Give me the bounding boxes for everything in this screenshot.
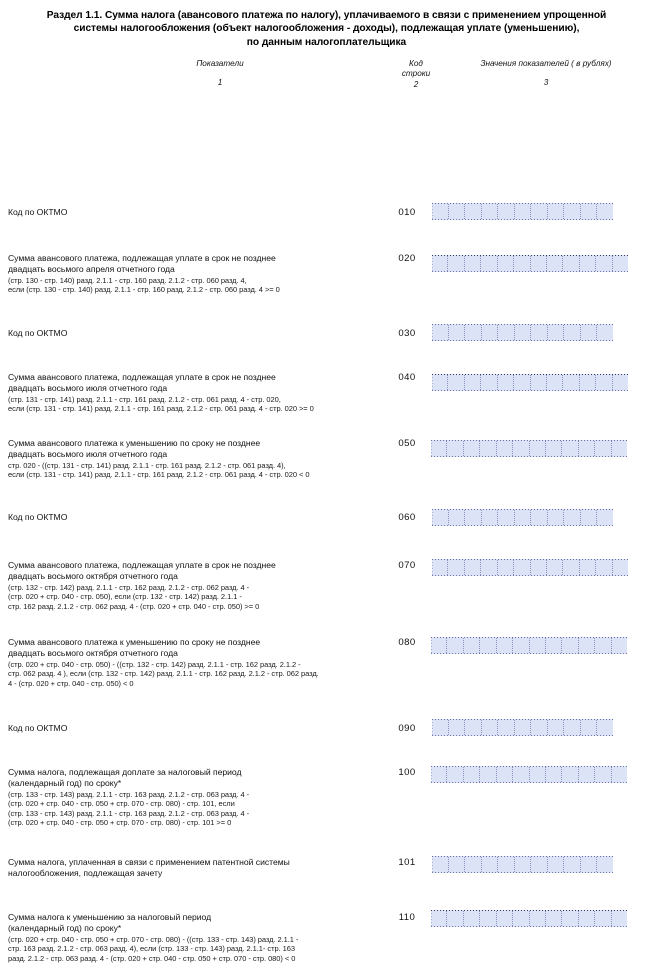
field-cell[interactable]: [497, 638, 513, 653]
row-title-line: Сумма авансового платежа к уменьшению по сроку не позднее: [8, 637, 261, 648]
line-code: 100: [398, 767, 416, 779]
field-bottom-rule: [432, 575, 628, 576]
row-title-line: двадцать восьмого апреля отчетного года: [8, 264, 175, 275]
form-rows: [0, 99, 653, 963]
field-cell[interactable]: [515, 325, 532, 340]
field-cells: [431, 767, 627, 782]
field-cell[interactable]: [546, 767, 562, 782]
row-title-line: Сумма авансового платежа, подлежащая уплате в срок не позднее: [8, 253, 276, 264]
column-header-code-line-2: строки: [401, 69, 431, 79]
field-cell[interactable]: [562, 767, 578, 782]
field-cell[interactable]: [480, 911, 496, 926]
field-cell[interactable]: [580, 375, 596, 390]
row-formula-line: если (стр. 130 - стр. 140) разд. 2.1.1 - стр. 160 разд. 2.1.2 - стр. 060 разд. 4 >= 0: [8, 285, 280, 295]
row-formula-line: (стр. 020 + стр. 040 - стр. 050 + стр. 070 - стр. 080) - стр. 101, если: [8, 799, 235, 809]
field-cell[interactable]: [447, 911, 463, 926]
field-cell[interactable]: [530, 441, 546, 456]
row-label: [8, 512, 380, 523]
field-cell[interactable]: [482, 325, 499, 340]
field-top-rule: [432, 856, 613, 857]
field-cell[interactable]: [531, 375, 547, 390]
field-cell[interactable]: [432, 510, 449, 525]
row-label: [8, 767, 380, 828]
field-cell[interactable]: [612, 767, 627, 782]
field-top-rule: [431, 910, 627, 911]
field-bottom-rule: [432, 340, 613, 341]
field-cell[interactable]: [597, 510, 613, 525]
field-cell[interactable]: [530, 767, 546, 782]
row-title-line: Сумма авансового платежа, подлежащая уплате в срок не позднее: [8, 560, 276, 571]
column-header-values-label: Значения показателей ( в рублях): [480, 59, 612, 69]
field-cell[interactable]: [498, 857, 515, 872]
column-header-values-number: 3: [543, 78, 549, 88]
row-title-line: Сумма налога, уплаченная в связи с применением патентной системы: [8, 857, 290, 868]
row-label: [8, 912, 380, 963]
field-cell[interactable]: [515, 720, 532, 735]
row-label: [8, 723, 380, 734]
field-cell[interactable]: [596, 560, 612, 575]
field-cell[interactable]: [548, 325, 565, 340]
row-title-line: Код по ОКТМО: [8, 512, 68, 523]
field-cell[interactable]: [447, 638, 463, 653]
field-cell[interactable]: [498, 325, 515, 340]
row-formula-line: (стр. 020 + стр. 040 - стр. 050 + стр. 070 - стр. 080) - ((стр. 133 - стр. 143) разд. 2.1.1 -: [8, 934, 299, 944]
field-cell[interactable]: [465, 325, 482, 340]
field-cell[interactable]: [449, 325, 466, 340]
column-header-indicators: [140, 59, 300, 88]
row-title-line: (календарный год) по сроку*: [8, 923, 122, 934]
field-cell[interactable]: [563, 560, 579, 575]
field-cell[interactable]: [482, 857, 499, 872]
line-code: 040: [398, 372, 416, 384]
field-top-rule: [432, 559, 628, 560]
field-bottom-rule: [431, 782, 627, 783]
field-cell[interactable]: [612, 911, 627, 926]
field-cell[interactable]: [432, 857, 449, 872]
field-cell[interactable]: [548, 510, 565, 525]
column-header-indicators-number: 1: [217, 78, 223, 88]
field-bottom-rule: [431, 653, 627, 654]
field-cells: [432, 720, 613, 735]
field-cells: [432, 510, 613, 525]
field-cell[interactable]: [562, 638, 578, 653]
column-header-values: [440, 59, 652, 88]
row-title-line: двадцать восьмого июля отчетного года: [8, 383, 168, 394]
field-cell[interactable]: [613, 375, 628, 390]
row-formula-line: (стр. 132 - стр. 142) разд. 2.1.1 - стр. 162 разд. 2.1.2 - стр. 062 разд. 4 -: [8, 582, 250, 592]
line-code: 050: [398, 438, 416, 450]
field-cell[interactable]: [595, 911, 611, 926]
field-cell[interactable]: [546, 911, 562, 926]
field-cells: [432, 375, 628, 390]
field-cell[interactable]: [579, 441, 595, 456]
field-cell[interactable]: [580, 560, 596, 575]
row-title-line: Сумма авансового платежа, подлежащая уплате в срок не позднее: [8, 372, 276, 383]
row-formula-line: стр. 020 - ((стр. 131 - стр. 141) разд. 2.1.1 - стр. 161 разд. 2.1.2 - стр. 061 разд. 4),: [8, 460, 286, 470]
field-top-rule: [432, 719, 613, 720]
field-cell[interactable]: [447, 767, 463, 782]
field-cell[interactable]: [497, 767, 513, 782]
field-cells: [431, 441, 627, 456]
line-code: 030: [398, 328, 416, 340]
value-input-100[interactable]: [431, 766, 627, 783]
field-bottom-rule: [431, 926, 627, 927]
row-title-line: Сумма авансового платежа к уменьшению по сроку не позднее: [8, 438, 261, 449]
field-cell[interactable]: [431, 638, 447, 653]
field-cell[interactable]: [531, 510, 548, 525]
field-cell[interactable]: [432, 720, 449, 735]
row-title-line: налогообложения, подлежащая зачету: [8, 868, 163, 879]
field-cell[interactable]: [498, 560, 514, 575]
field-bottom-rule: [431, 456, 627, 457]
page-title-line-1: Раздел 1.1. Сумма налога (авансового платежа по налогу), уплачиваемого в связи с применением упрощенной: [46, 10, 607, 21]
field-cell[interactable]: [530, 911, 546, 926]
field-bottom-rule: [432, 390, 628, 391]
row-formula-line: (стр. 131 - стр. 141) разд. 2.1.1 - стр. 161 разд. 2.1.2 - стр. 061 разд. 4 - стр. 020,: [8, 394, 281, 404]
field-cell[interactable]: [498, 510, 515, 525]
row-formula-line: (стр. 020 + стр. 040 - стр. 050 + стр. 070 - стр. 080) - стр. 101 >= 0: [8, 818, 232, 828]
row-formula-line: (стр. 133 - стр. 143) разд. 2.1.1 - стр. 163 разд. 2.1.2 - стр. 063 разд. 4 -: [8, 789, 250, 799]
value-input-040[interactable]: [432, 374, 628, 391]
value-input-050[interactable]: [431, 440, 627, 457]
field-cell[interactable]: [464, 638, 480, 653]
row-formula-line: (стр. 130 - стр. 140) разд. 2.1.1 - стр. 160 разд. 2.1.2 - стр. 060 разд. 4,: [8, 275, 247, 285]
field-cell[interactable]: [465, 720, 482, 735]
field-cell[interactable]: [564, 510, 581, 525]
field-cell[interactable]: [547, 375, 563, 390]
field-cell[interactable]: [480, 638, 496, 653]
field-cell[interactable]: [497, 911, 513, 926]
field-cell[interactable]: [579, 638, 595, 653]
field-cell[interactable]: [464, 441, 480, 456]
line-code: 080: [398, 637, 416, 649]
line-code: 070: [398, 560, 416, 572]
row-title-line: Код по ОКТМО: [8, 328, 68, 339]
field-cell[interactable]: [449, 720, 466, 735]
line-code: 020: [398, 253, 416, 265]
field-cell[interactable]: [564, 720, 581, 735]
field-cell[interactable]: [531, 325, 548, 340]
field-cell[interactable]: [563, 375, 579, 390]
field-cell[interactable]: [564, 857, 581, 872]
field-cell[interactable]: [514, 375, 530, 390]
field-cell[interactable]: [546, 638, 562, 653]
field-cell[interactable]: [449, 857, 466, 872]
field-top-rule: [431, 766, 627, 767]
field-cell[interactable]: [596, 375, 612, 390]
field-cell[interactable]: [581, 510, 598, 525]
row-label: [8, 857, 380, 879]
value-input-060[interactable]: [432, 509, 613, 526]
row-formula-line: стр. 162 разд. 2.1.2 - стр. 062 разд. 4 - (стр. 020 + стр. 040 - стр. 050) >= 0: [8, 601, 260, 611]
field-bottom-rule: [432, 525, 613, 526]
field-cell[interactable]: [513, 441, 529, 456]
field-top-rule: [432, 324, 613, 325]
line-code: 090: [398, 723, 416, 735]
line-code: 060: [398, 512, 416, 524]
value-input-080[interactable]: [431, 637, 627, 654]
row-formula-line: (стр. 020 + стр. 040 - стр. 050) - ((стр. 132 - стр. 142) разд. 2.1.1 - стр. 162 разд. 2.1.2 -: [8, 659, 301, 669]
field-cell[interactable]: [464, 911, 480, 926]
field-top-rule: [432, 374, 628, 375]
line-code: 101: [398, 857, 416, 869]
row-label: [8, 637, 380, 688]
field-cell[interactable]: [482, 510, 499, 525]
field-cell[interactable]: [513, 638, 529, 653]
row-label: [8, 372, 380, 414]
field-cell[interactable]: [597, 325, 613, 340]
field-cell[interactable]: [465, 857, 482, 872]
field-cell[interactable]: [432, 325, 449, 340]
field-cell[interactable]: [562, 911, 578, 926]
field-cell[interactable]: [579, 767, 595, 782]
field-cell[interactable]: [513, 911, 529, 926]
field-cell[interactable]: [548, 857, 565, 872]
field-cell[interactable]: [531, 560, 547, 575]
line-code: 110: [398, 912, 416, 924]
value-input-070[interactable]: [432, 559, 628, 576]
column-header-code-line-1: Код: [409, 59, 423, 69]
field-cell[interactable]: [530, 638, 546, 653]
field-cells: [431, 638, 627, 653]
field-cell[interactable]: [613, 560, 628, 575]
field-cell[interactable]: [595, 638, 611, 653]
row-title-line: двадцать восьмого октября отчетного года: [8, 571, 178, 582]
field-cell[interactable]: [431, 911, 447, 926]
field-cell[interactable]: [595, 767, 611, 782]
field-cells: [432, 857, 613, 872]
field-cell[interactable]: [447, 441, 463, 456]
field-cell[interactable]: [465, 375, 481, 390]
field-cell[interactable]: [612, 441, 627, 456]
field-cell[interactable]: [612, 638, 627, 653]
field-cells: [432, 560, 628, 575]
field-bottom-rule: [432, 872, 613, 873]
field-cell[interactable]: [562, 441, 578, 456]
field-top-rule: [431, 440, 627, 441]
row-formula-line: стр. 163 разд. 2.1.2 - стр. 063 разд. 4), если (стр. 133 - стр. 143) разд. 2.1.1- стр. 163: [8, 944, 295, 954]
field-cell[interactable]: [432, 375, 448, 390]
field-cell[interactable]: [480, 767, 496, 782]
row-formula-line: (стр. 020 + стр. 040 - стр. 050), если (стр. 132 - стр. 142) разд. 2.1.1 -: [8, 592, 242, 602]
field-cell[interactable]: [513, 767, 529, 782]
row-label: [8, 438, 380, 480]
field-cell[interactable]: [497, 441, 513, 456]
column-header-indicators-label: Показатели: [196, 59, 244, 69]
field-cell[interactable]: [595, 441, 611, 456]
field-cell[interactable]: [432, 560, 448, 575]
row-title-line: двадцать восьмого октября отчетного года: [8, 648, 178, 659]
field-cell[interactable]: [531, 720, 548, 735]
row-formula-line: (стр. 133 - стр. 143) разд. 2.1.1 - стр. 163 разд. 2.1.2 - стр. 063 разд. 4 -: [8, 808, 250, 818]
field-cell[interactable]: [465, 560, 481, 575]
field-cell[interactable]: [515, 857, 532, 872]
field-cell[interactable]: [564, 325, 581, 340]
row-title-line: (календарный год) по сроку*: [8, 778, 122, 789]
field-cell[interactable]: [579, 911, 595, 926]
field-cell[interactable]: [548, 720, 565, 735]
field-cell[interactable]: [531, 857, 548, 872]
field-cell[interactable]: [481, 375, 497, 390]
column-header-code: [388, 59, 444, 90]
value-input-090[interactable]: [432, 719, 613, 736]
field-cell[interactable]: [449, 510, 466, 525]
column-header-code-number: 2: [413, 80, 419, 90]
value-input-101[interactable]: [432, 856, 613, 873]
field-top-rule: [431, 637, 627, 638]
field-cell[interactable]: [581, 720, 598, 735]
field-cell[interactable]: [597, 857, 613, 872]
field-cell[interactable]: [431, 767, 447, 782]
row-title-line: двадцать восьмого июля отчетного года: [8, 449, 168, 460]
field-cell[interactable]: [465, 510, 482, 525]
row-title-line: Код по ОКТМО: [8, 723, 68, 734]
field-cells: [432, 325, 613, 340]
page-title-line-3: по данным налогоплательщика: [246, 36, 407, 48]
field-cell[interactable]: [498, 720, 515, 735]
field-cell[interactable]: [480, 441, 496, 456]
row-title-line: Сумма налога, подлежащая доплате за налоговый период: [8, 767, 242, 778]
column-headers: [0, 59, 653, 99]
field-cell[interactable]: [498, 375, 514, 390]
field-cell[interactable]: [448, 560, 464, 575]
field-cells: [431, 911, 627, 926]
field-cell[interactable]: [547, 560, 563, 575]
row-formula-line: 4 - (стр. 020 + стр. 040 - стр. 050) < 0: [8, 678, 134, 688]
field-cell[interactable]: [431, 441, 447, 456]
row-formula-line: если (стр. 131 - стр. 141) разд. 2.1.1 - стр. 161 разд. 2.1.2 - стр. 061 разд. 4 - стр. 020 < 0: [8, 470, 310, 480]
field-bottom-rule: [432, 271, 628, 272]
row-label: [8, 328, 380, 339]
field-cell[interactable]: [464, 767, 480, 782]
field-top-rule: [432, 509, 613, 510]
field-cell[interactable]: [515, 510, 532, 525]
row-formula-line: стр. 062 разд. 4 ), если (стр. 132 - стр. 142) разд. 2.1.1 - стр. 162 разд. 2.1.2 - стр. 062 разд.: [8, 669, 319, 679]
row-title-line: Сумма налога к уменьшению за налоговый период: [8, 912, 212, 923]
row-label: [8, 560, 380, 611]
page-title-line-2: системы налогообложения (объект налогообложения - доходы), подлежащая уплате (уменьшению),: [73, 23, 580, 35]
field-cell[interactable]: [597, 720, 613, 735]
field-cell[interactable]: [581, 857, 598, 872]
field-cell[interactable]: [514, 560, 530, 575]
field-cell[interactable]: [481, 560, 497, 575]
page-title: [0, 0, 653, 49]
value-input-030[interactable]: [432, 324, 613, 341]
field-cell[interactable]: [448, 375, 464, 390]
field-cell[interactable]: [546, 441, 562, 456]
form-row: [0, 99, 653, 219]
field-cell[interactable]: [581, 325, 598, 340]
line-code: 010: [398, 207, 416, 219]
row-formula-line: разд. 2.1.2 - стр. 063 разд. 4 - (стр. 020 + стр. 040 - стр. 050 + стр. 070 - стр. 080) < 0: [8, 953, 296, 963]
field-bottom-rule: [432, 735, 613, 736]
value-input-110[interactable]: [431, 910, 627, 927]
row-title-line: Код по ОКТМО: [8, 207, 68, 218]
row-formula-line: если (стр. 131 - стр. 141) разд. 2.1.1 - стр. 161 разд. 2.1.2 - стр. 061 разд. 4 - стр. 020 >= 0: [8, 404, 314, 414]
field-cell[interactable]: [482, 720, 499, 735]
